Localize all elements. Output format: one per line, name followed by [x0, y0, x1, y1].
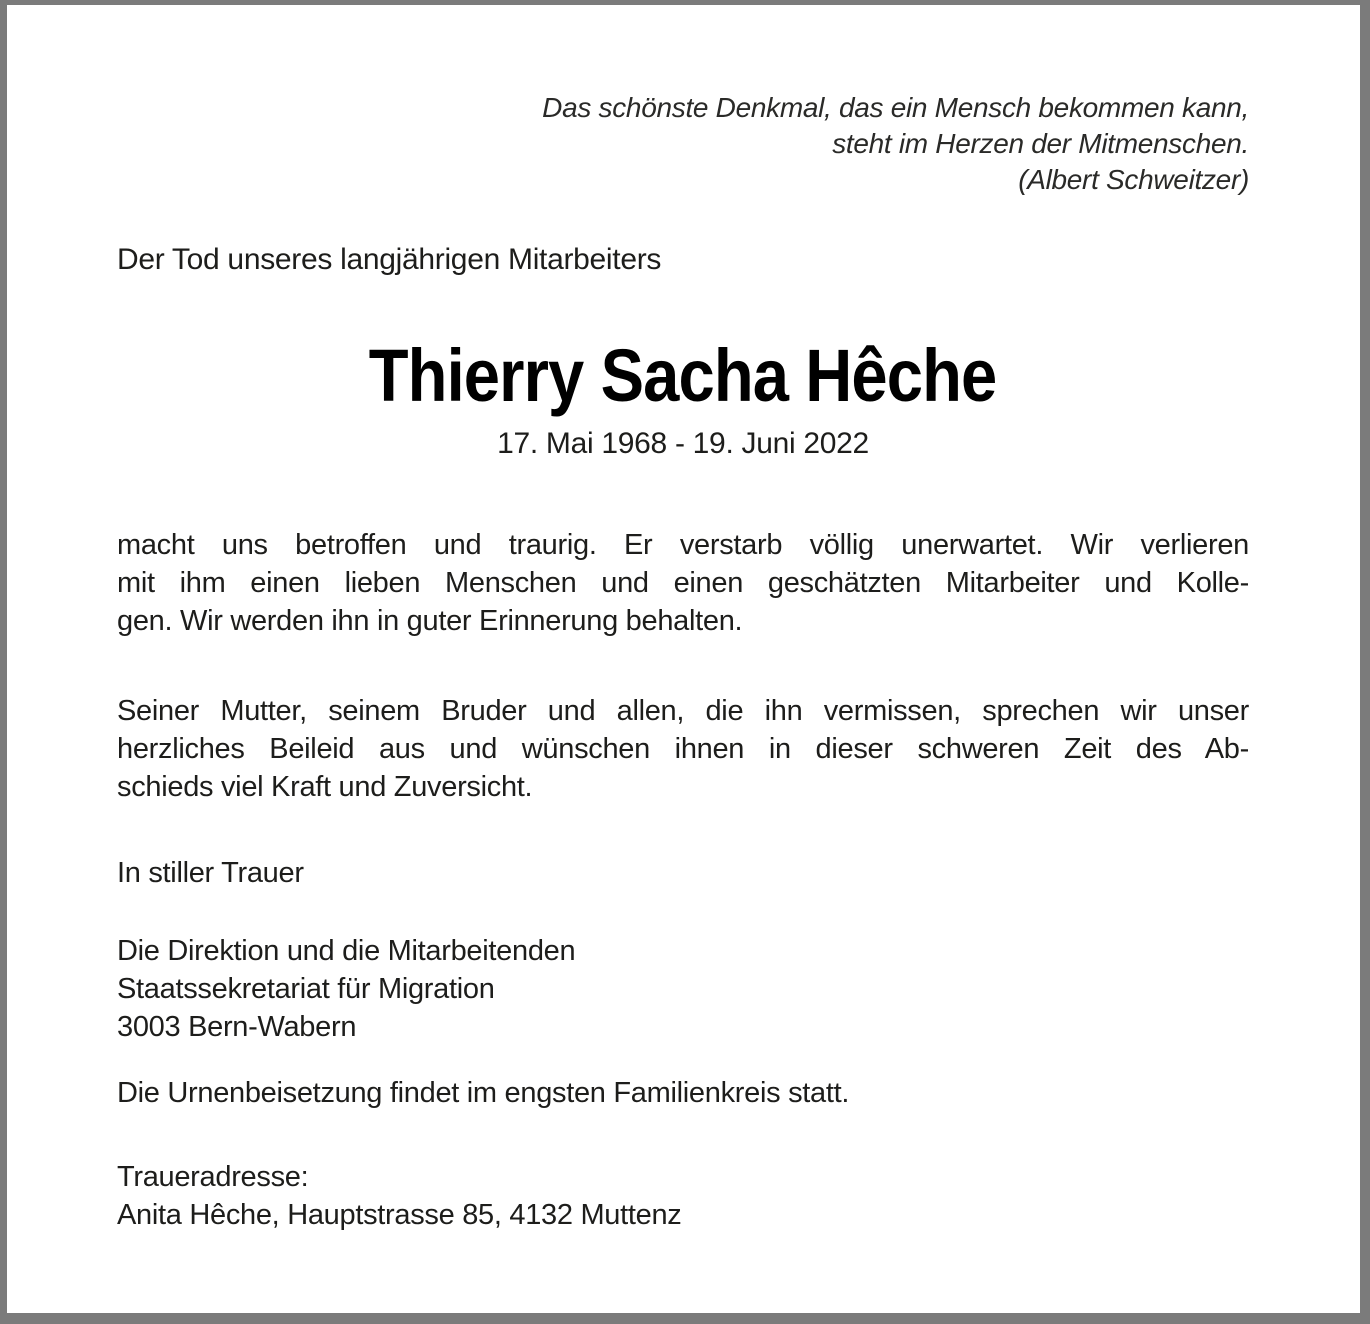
signature-line: 3003 Bern-Wabern [117, 1011, 357, 1043]
quote-line: Das schönste Denkmal, das ein Mensch bekommen kann, [542, 92, 1249, 123]
obituary-content [7, 90, 1360, 1234]
condolence-paragraph-2 [117, 692, 1249, 806]
paragraph-line: gen. Wir werden ihn in guter Erinnerung behalten. [117, 605, 743, 637]
signature-line: Staatssekretariat für Migration [117, 973, 495, 1005]
closing-line: In stiller Trauer [117, 857, 304, 889]
intro-line: Der Tod unseres langjährigen Mitarbeiters [117, 243, 662, 276]
epigraph-quote [117, 90, 1249, 198]
paragraph-line: macht uns betroffen und traurig. Er verstarb völlig unerwartet. Wir verlieren [117, 529, 1249, 561]
signature-block [117, 932, 1249, 1046]
quote-attribution: (Albert Schweitzer) [1018, 164, 1249, 195]
burial-note: Die Urnenbeisetzung findet im engsten Familienkreis statt. [117, 1077, 850, 1109]
deceased-name [117, 334, 1249, 418]
condolence-paragraph-1 [117, 526, 1249, 640]
paragraph-line: Seiner Mutter, seinem Bruder und allen, die ihn vermissen, sprechen wir unser [117, 695, 1249, 727]
paragraph-line: schieds viel Kraft und Zuversicht. [117, 771, 533, 803]
obituary-page [7, 5, 1360, 1313]
quote-line: steht im Herzen der Mitmenschen. [832, 128, 1249, 159]
signature-line: Die Direktion und die Mitarbeitenden [117, 935, 576, 967]
life-dates: 17. Mai 1968 - 19. Juni 2022 [497, 427, 869, 460]
paragraph-line: mit ihm einen lieben Menschen und einen geschätzten Mitarbeiter und Kolle- [117, 567, 1249, 599]
deceased-name-text: Thierry Sacha Hêche [369, 334, 997, 417]
mourning-address-label: Traueradresse: [117, 1161, 309, 1193]
mourning-address-value: Anita Hêche, Hauptstrasse 85, 4132 Muttenz [117, 1199, 682, 1231]
paragraph-line: herzliches Beileid aus und wünschen ihnen in dieser schweren Zeit des Ab- [117, 733, 1249, 765]
mourning-address-block [117, 1158, 1249, 1234]
